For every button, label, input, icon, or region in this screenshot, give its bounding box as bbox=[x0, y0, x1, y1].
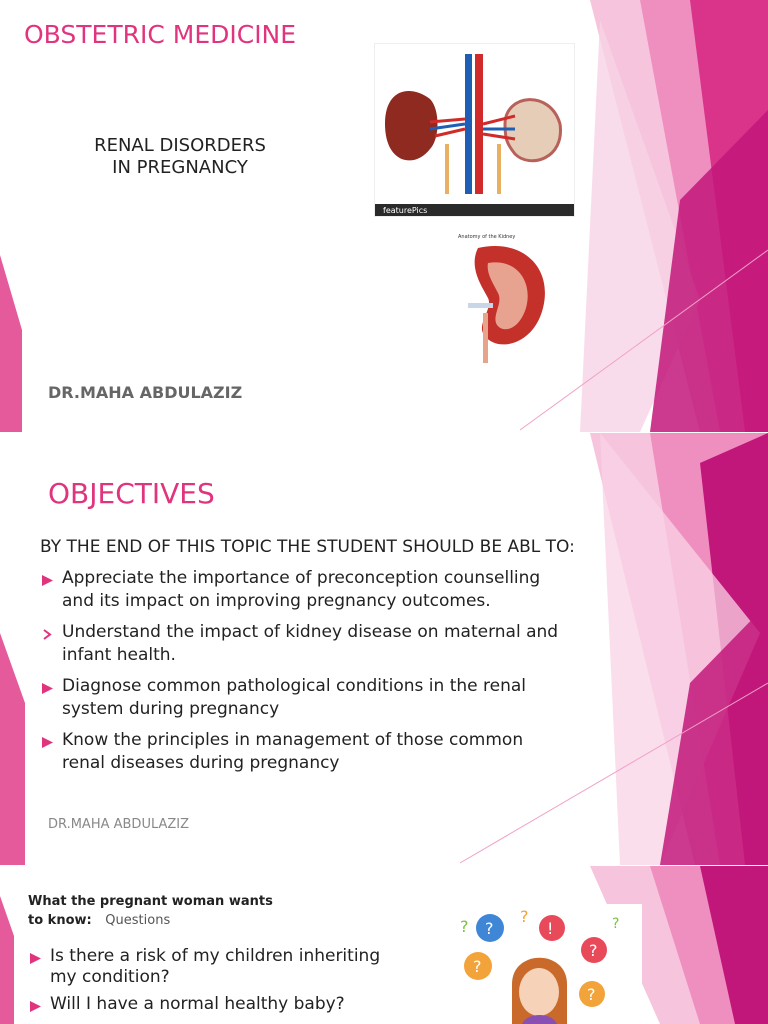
slide-questions bbox=[0, 866, 768, 1024]
objectives-footer: DR.MAHA ABDULAZIZ bbox=[48, 817, 190, 832]
objectives-list bbox=[40, 567, 580, 775]
list-item: Appreciate the importance of preconception counselling and its impact on improving pregnancy outcomes. bbox=[40, 567, 580, 613]
triangle-bullet-icon bbox=[30, 997, 41, 1018]
svg-text:!: ! bbox=[547, 919, 554, 938]
svg-text:?: ? bbox=[520, 907, 529, 926]
confused-woman-illustration bbox=[442, 904, 642, 1024]
kidney-anatomy-diagram bbox=[438, 228, 564, 366]
questions-image bbox=[442, 904, 642, 1024]
slide-title bbox=[0, 0, 768, 432]
kidney-image bbox=[374, 43, 575, 217]
questions-list bbox=[28, 946, 408, 1015]
chevron-bullet-icon bbox=[42, 624, 53, 647]
objectives-title: OBJECTIVES bbox=[48, 477, 215, 510]
svg-text:?: ? bbox=[485, 919, 494, 938]
list-item: Diagnose common pathological conditions in the renal system during pregnancy bbox=[40, 675, 580, 721]
list-item: Know the principles in management of those common renal diseases during pregnancy bbox=[40, 729, 580, 775]
objectives-intro: BY THE END OF THIS TOPIC THE STUDENT SHOULD BE ABL TO: bbox=[40, 537, 575, 557]
slide1-author: DR.MAHA ABDULAZIZ bbox=[48, 383, 243, 402]
triangle-bullet-icon bbox=[42, 678, 53, 701]
svg-text:?: ? bbox=[460, 917, 469, 936]
questions-heading: What the pregnant woman wants to know: Questions bbox=[28, 894, 273, 928]
subtitle-line2: IN PREGNANCY bbox=[112, 157, 248, 178]
triangle-bullet-icon bbox=[42, 570, 53, 593]
svg-text:?: ? bbox=[473, 957, 482, 976]
slide1-subtitle bbox=[60, 135, 300, 179]
slide1-title: OBSTETRIC MEDICINE bbox=[24, 20, 297, 49]
triangle-bullet-icon bbox=[30, 949, 41, 970]
triangle-bullet-icon bbox=[42, 732, 53, 755]
subtitle-line1: RENAL DISORDERS bbox=[94, 135, 266, 156]
svg-text:?: ? bbox=[612, 916, 620, 932]
list-item: Is there a risk of my children inheriting my condition? bbox=[28, 946, 408, 988]
slide-objectives bbox=[0, 433, 768, 865]
svg-text:?: ? bbox=[587, 985, 596, 1004]
kidney-anatomy-image bbox=[438, 228, 564, 366]
svg-text:?: ? bbox=[589, 941, 598, 960]
list-item: Will I have a normal healthy baby? bbox=[28, 994, 408, 1015]
anatomy-title: Anatomy of the Kidney bbox=[458, 234, 516, 240]
watermark-text: featurePics bbox=[383, 206, 428, 215]
list-item: Understand the impact of kidney disease on maternal and infant health. bbox=[40, 621, 580, 667]
kidney-illustration bbox=[375, 44, 574, 216]
